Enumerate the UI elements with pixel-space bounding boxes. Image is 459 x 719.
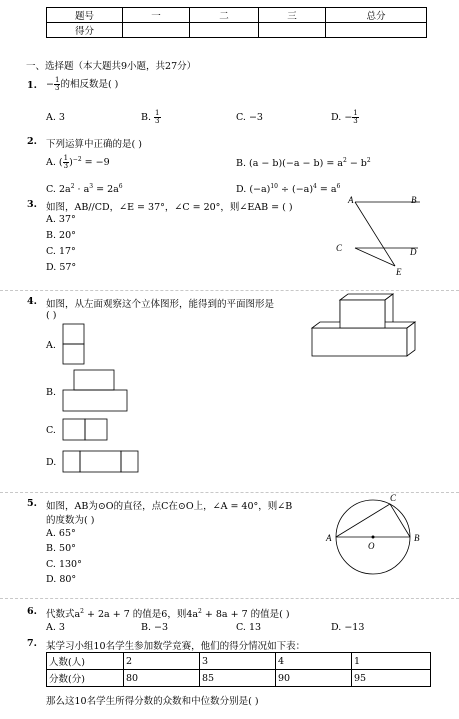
option-d[interactable]: D. − $\frac{1}{3}$ xyxy=(331,109,358,125)
option-d[interactable]: D. 57° xyxy=(46,262,77,273)
top-block-front-overlay xyxy=(340,300,385,328)
section-title: 一、选择题（本大题共9小题，共27分） xyxy=(26,61,197,72)
option-b[interactable]: B. 20° xyxy=(46,230,76,241)
question-number: 3. xyxy=(27,199,37,210)
score-table xyxy=(46,7,427,38)
option-b[interactable]: B. −3 xyxy=(141,622,169,633)
option-c[interactable]: C. 17° xyxy=(46,246,76,257)
table-cell: 2 xyxy=(124,653,200,670)
circle-figure xyxy=(322,490,432,582)
label-e: E xyxy=(396,267,402,277)
option-a[interactable]: A. ( $\frac{1}{3}$ )$^{-2}$ = −9 xyxy=(46,154,110,170)
chord-cb xyxy=(390,504,410,537)
label-a: A xyxy=(326,533,332,543)
option-b[interactable]: B. 50° xyxy=(46,543,76,554)
label-a: A xyxy=(348,195,354,205)
table-cell: 1 xyxy=(352,653,431,670)
table-cell: 3 xyxy=(200,653,276,670)
score-cell xyxy=(190,23,259,38)
label-c: C xyxy=(336,243,343,253)
option-d[interactable]: D. xyxy=(46,457,57,468)
option-a[interactable]: A. xyxy=(46,340,56,351)
question-stem-line2: 的度数为( ) xyxy=(46,515,95,526)
fraction: $\frac{1}{3}$ xyxy=(63,154,69,170)
label-d: D xyxy=(410,247,417,257)
option-c[interactable]: C. −3 xyxy=(236,112,263,123)
score-header-cell: 二 xyxy=(190,8,259,23)
question-number: 4. xyxy=(27,296,37,307)
question-stem: 下列运算中正确的是( ) xyxy=(46,139,142,150)
option-c[interactable]: C. $2a^2 \cdot a^3 = 2a^6$ xyxy=(46,183,123,196)
base-block-side xyxy=(407,322,415,356)
section-divider xyxy=(0,290,459,291)
score-header-cell: 三 xyxy=(259,8,326,23)
option-b[interactable]: B. $\frac{1}{3}$ xyxy=(141,109,160,125)
table-row xyxy=(47,670,431,687)
option-d-figure xyxy=(62,450,142,476)
question-stem: 代数式$a^2 + 2a + 7$ 的值是6，则$4a^2 + 8a + 7$ 的值是( ) xyxy=(46,607,290,620)
question-stem-line1: 如图，从左面观察这个立体图形，能得到的平面图形是 xyxy=(46,299,275,310)
parallel-lines-figure xyxy=(330,192,430,280)
top-block-top xyxy=(340,294,393,300)
question-stem: 某学习小组10名学生参加数学竞赛，他们的得分情况如下表： xyxy=(46,641,306,652)
score-header-cell: 题号 xyxy=(47,8,123,23)
option-b[interactable]: B. $(a - b)(-a - b) = a^2 - b^2$ xyxy=(236,157,371,170)
fraction: $\frac{1}{3}$ xyxy=(353,109,358,125)
fraction: $\frac{1}{3}$ xyxy=(54,76,60,92)
option-b-figure xyxy=(62,369,130,415)
question-number: 2. xyxy=(27,136,37,147)
score-table-score-row xyxy=(47,23,427,38)
table-cell: 95 xyxy=(352,670,431,687)
option-d[interactable]: D. −13 xyxy=(331,622,365,633)
score-header-cell: 一 xyxy=(123,8,190,23)
score-cell xyxy=(259,23,326,38)
option-a[interactable]: A. 3 xyxy=(46,622,65,633)
option-a[interactable]: A. 65° xyxy=(46,528,76,539)
question-stem-line1: 如图，AB为⊙O的直径，点C在⊙O上，∠A = 40°，则∠B xyxy=(46,501,293,512)
score-cell xyxy=(326,23,427,38)
question-stem-line2: ( ) xyxy=(46,310,57,321)
label-c: C xyxy=(390,493,397,503)
section-divider xyxy=(0,598,459,599)
question-number: 5. xyxy=(27,498,37,509)
label-b: B xyxy=(414,533,420,543)
score-cell xyxy=(123,23,190,38)
label-b: B xyxy=(411,195,417,205)
table-cell: 人数(人) xyxy=(47,653,124,670)
option-a[interactable]: A. 3 xyxy=(46,112,65,123)
center-point xyxy=(372,536,375,539)
question-number: 1. xyxy=(27,80,37,91)
question-tail: 那么这10名学生所得分数的众数和中位数分别是( ) xyxy=(46,696,259,707)
table-cell: 80 xyxy=(124,670,200,687)
question-number: 6. xyxy=(27,606,37,617)
score-row-label: 得分 xyxy=(47,23,123,38)
fraction: $\frac{1}{3}$ xyxy=(155,109,160,125)
question-stem xyxy=(46,76,118,92)
solid-figure xyxy=(310,292,422,358)
table-cell: 4 xyxy=(276,653,352,670)
table-cell: 85 xyxy=(200,670,276,687)
option-c[interactable]: C. xyxy=(46,425,56,436)
option-c[interactable]: C. 13 xyxy=(236,622,262,633)
question-stem: 如图，AB//CD，∠E = 37°，∠C = 20°，则∠EAB = ( ) xyxy=(46,202,293,213)
base-block-front xyxy=(312,328,407,356)
stem-text: 的相反数是( ) xyxy=(60,79,119,90)
label-o: O xyxy=(368,541,375,551)
line-ae xyxy=(355,202,395,266)
chord-ac xyxy=(336,504,390,537)
option-d[interactable]: D. $(-a)^{10} \div (-a)^4 = a^6$ xyxy=(236,183,341,196)
option-c[interactable]: C. 130° xyxy=(46,559,82,570)
option-a[interactable]: A. 37° xyxy=(46,214,76,225)
question-number: 7. xyxy=(27,638,37,649)
option-a-figure xyxy=(62,323,86,367)
score-table-header-row xyxy=(47,8,427,23)
score-distribution-table xyxy=(46,652,431,687)
table-cell: 分数(分) xyxy=(47,670,124,687)
option-b[interactable]: B. xyxy=(46,387,57,398)
minus-sign: − xyxy=(46,79,54,90)
table-row xyxy=(47,653,431,670)
option-c-figure xyxy=(62,418,112,444)
option-d[interactable]: D. 80° xyxy=(46,574,77,585)
score-header-cell: 总分 xyxy=(326,8,427,23)
table-cell: 90 xyxy=(276,670,352,687)
